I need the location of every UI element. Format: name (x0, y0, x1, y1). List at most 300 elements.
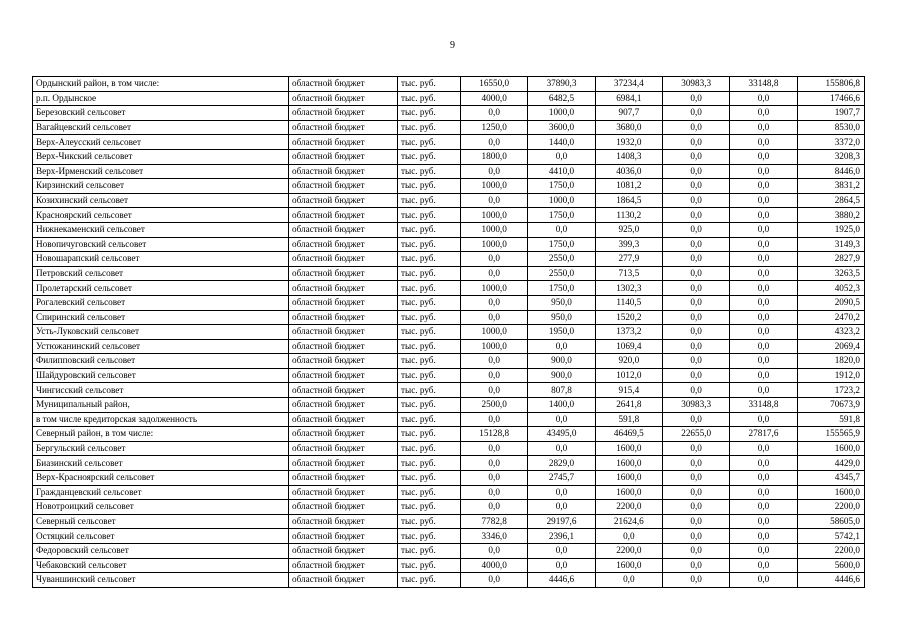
cell-unit: тыс. руб. (398, 164, 461, 179)
cell-unit: тыс. руб. (398, 398, 461, 413)
cell-value-4: 0,0 (662, 179, 729, 194)
cell-value-3: 277,9 (595, 252, 662, 267)
cell-total: 17466,6 (797, 91, 864, 106)
cell-funding-source: областной бюджет (289, 179, 398, 194)
cell-funding-source: областной бюджет (289, 412, 398, 427)
table-row (33, 252, 865, 267)
cell-value-5: 27817,6 (730, 427, 797, 442)
cell-total: 2200,0 (797, 544, 864, 559)
cell-unit: тыс. руб. (398, 106, 461, 121)
table-row (33, 164, 865, 179)
cell-value-5: 0,0 (730, 91, 797, 106)
cell-unit: тыс. руб. (398, 222, 461, 237)
cell-value-5: 0,0 (730, 354, 797, 369)
cell-value-4: 0,0 (662, 500, 729, 515)
cell-unit: тыс. руб. (398, 471, 461, 486)
cell-value-1: 0,0 (461, 135, 528, 150)
cell-value-4: 0,0 (662, 558, 729, 573)
cell-value-1: 1250,0 (461, 120, 528, 135)
cell-funding-source: областной бюджет (289, 222, 398, 237)
cell-value-2: 3600,0 (528, 120, 595, 135)
cell-value-2: 2829,0 (528, 456, 595, 471)
cell-row-name: Красноярский сельсовет (33, 208, 289, 223)
cell-unit: тыс. руб. (398, 149, 461, 164)
cell-value-1: 1800,0 (461, 149, 528, 164)
cell-value-2: 1440,0 (528, 135, 595, 150)
cell-value-1: 1000,0 (461, 325, 528, 340)
table-row (33, 339, 865, 354)
cell-value-2: 0,0 (528, 485, 595, 500)
cell-unit: тыс. руб. (398, 310, 461, 325)
cell-total: 8446,0 (797, 164, 864, 179)
cell-funding-source: областной бюджет (289, 281, 398, 296)
cell-value-3: 1600,0 (595, 558, 662, 573)
cell-value-3: 1932,0 (595, 135, 662, 150)
cell-unit: тыс. руб. (398, 237, 461, 252)
cell-value-1: 7782,8 (461, 514, 528, 529)
cell-value-3: 37234,4 (595, 77, 662, 92)
cell-value-3: 399,3 (595, 237, 662, 252)
cell-total: 4323,2 (797, 325, 864, 340)
cell-value-2: 0,0 (528, 222, 595, 237)
cell-row-name: Остяцкий сельсовет (33, 529, 289, 544)
cell-unit: тыс. руб. (398, 91, 461, 106)
cell-unit: тыс. руб. (398, 427, 461, 442)
cell-value-3: 1600,0 (595, 471, 662, 486)
cell-row-name: Бергульский сельсовет (33, 441, 289, 456)
cell-value-2: 950,0 (528, 295, 595, 310)
cell-value-4: 0,0 (662, 325, 729, 340)
cell-value-1: 15128,8 (461, 427, 528, 442)
table-row (33, 281, 865, 296)
cell-row-name: Верх-Красноярский сельсовет (33, 471, 289, 486)
cell-value-2: 1400,0 (528, 398, 595, 413)
cell-value-5: 0,0 (730, 193, 797, 208)
table-row (33, 266, 865, 281)
cell-value-5: 0,0 (730, 573, 797, 588)
table-row (33, 514, 865, 529)
cell-value-2: 900,0 (528, 368, 595, 383)
cell-total: 1925,0 (797, 222, 864, 237)
cell-value-3: 1302,3 (595, 281, 662, 296)
cell-unit: тыс. руб. (398, 368, 461, 383)
cell-value-3: 1408,3 (595, 149, 662, 164)
cell-value-2: 0,0 (528, 544, 595, 559)
table-row (33, 77, 865, 92)
cell-funding-source: областной бюджет (289, 164, 398, 179)
table-row (33, 544, 865, 559)
table-row (33, 222, 865, 237)
table-row (33, 106, 865, 121)
cell-total: 5742,1 (797, 529, 864, 544)
cell-value-4: 0,0 (662, 456, 729, 471)
cell-row-name: Нижнекаменский сельсовет (33, 222, 289, 237)
cell-total: 3208,3 (797, 149, 864, 164)
cell-total: 1912,0 (797, 368, 864, 383)
cell-value-1: 0,0 (461, 252, 528, 267)
cell-value-4: 0,0 (662, 120, 729, 135)
cell-value-4: 0,0 (662, 368, 729, 383)
cell-value-4: 0,0 (662, 193, 729, 208)
table-row (33, 485, 865, 500)
cell-value-2: 1750,0 (528, 237, 595, 252)
cell-value-3: 1140,5 (595, 295, 662, 310)
cell-value-4: 0,0 (662, 295, 729, 310)
cell-value-2: 0,0 (528, 558, 595, 573)
budget-table (32, 76, 865, 588)
cell-value-1: 2500,0 (461, 398, 528, 413)
cell-row-name: Чебаковский сельсовет (33, 558, 289, 573)
cell-value-1: 1000,0 (461, 222, 528, 237)
cell-row-name: Новотроицкий сельсовет (33, 500, 289, 515)
cell-value-2: 2550,0 (528, 252, 595, 267)
cell-value-4: 0,0 (662, 514, 729, 529)
cell-value-5: 0,0 (730, 120, 797, 135)
table-row (33, 193, 865, 208)
cell-value-2: 807,8 (528, 383, 595, 398)
cell-row-name: Кирзинский сельсовет (33, 179, 289, 194)
table-row (33, 91, 865, 106)
cell-funding-source: областной бюджет (289, 77, 398, 92)
cell-value-2: 1000,0 (528, 106, 595, 121)
cell-value-4: 0,0 (662, 354, 729, 369)
cell-row-name: Спиринский сельсовет (33, 310, 289, 325)
cell-row-name: Чингисский сельсовет (33, 383, 289, 398)
cell-row-name: Чуваншинский сельсовет (33, 573, 289, 588)
cell-value-2: 900,0 (528, 354, 595, 369)
cell-value-3: 1864,5 (595, 193, 662, 208)
cell-value-1: 0,0 (461, 573, 528, 588)
cell-value-2: 6482,5 (528, 91, 595, 106)
cell-total: 2200,0 (797, 500, 864, 515)
table-row (33, 383, 865, 398)
cell-value-2: 0,0 (528, 500, 595, 515)
cell-value-3: 2641,8 (595, 398, 662, 413)
cell-value-4: 0,0 (662, 529, 729, 544)
cell-total: 4345,7 (797, 471, 864, 486)
cell-funding-source: областной бюджет (289, 106, 398, 121)
cell-value-4: 0,0 (662, 237, 729, 252)
cell-value-1: 4000,0 (461, 558, 528, 573)
cell-value-5: 0,0 (730, 544, 797, 559)
cell-value-3: 591,8 (595, 412, 662, 427)
table-body (33, 77, 865, 588)
cell-funding-source: областной бюджет (289, 120, 398, 135)
cell-value-3: 925,0 (595, 222, 662, 237)
table-row (33, 237, 865, 252)
cell-total: 2069,4 (797, 339, 864, 354)
cell-funding-source: областной бюджет (289, 295, 398, 310)
cell-row-name: Верх-Ирменский сельсовет (33, 164, 289, 179)
cell-value-1: 0,0 (461, 500, 528, 515)
cell-total: 4446,6 (797, 573, 864, 588)
cell-unit: тыс. руб. (398, 295, 461, 310)
cell-row-name: Устюжанинский сельсовет (33, 339, 289, 354)
cell-value-1: 1000,0 (461, 208, 528, 223)
table-row (33, 471, 865, 486)
cell-total: 1600,0 (797, 485, 864, 500)
cell-funding-source: областной бюджет (289, 485, 398, 500)
table-row (33, 427, 865, 442)
table-row (33, 325, 865, 340)
cell-value-2: 0,0 (528, 412, 595, 427)
cell-value-5: 0,0 (730, 368, 797, 383)
table-row (33, 310, 865, 325)
table-row (33, 354, 865, 369)
cell-value-4: 0,0 (662, 544, 729, 559)
cell-value-1: 0,0 (461, 310, 528, 325)
cell-row-name: Гражданцевский сельсовет (33, 485, 289, 500)
cell-total: 1600,0 (797, 441, 864, 456)
cell-value-1: 0,0 (461, 295, 528, 310)
cell-value-5: 0,0 (730, 412, 797, 427)
cell-value-5: 33148,8 (730, 398, 797, 413)
cell-value-5: 0,0 (730, 135, 797, 150)
cell-funding-source: областной бюджет (289, 514, 398, 529)
cell-value-1: 0,0 (461, 106, 528, 121)
cell-value-4: 30983,3 (662, 398, 729, 413)
cell-value-1: 1000,0 (461, 237, 528, 252)
cell-value-2: 1950,0 (528, 325, 595, 340)
cell-value-2: 4446,6 (528, 573, 595, 588)
table-row (33, 529, 865, 544)
cell-value-2: 2396,1 (528, 529, 595, 544)
cell-value-5: 33148,8 (730, 77, 797, 92)
table-row (33, 135, 865, 150)
cell-funding-source: областной бюджет (289, 339, 398, 354)
cell-row-name: Верх-Чикский сельсовет (33, 149, 289, 164)
cell-total: 4052,3 (797, 281, 864, 296)
cell-value-1: 0,0 (461, 354, 528, 369)
cell-row-name: Усть-Луковский сельсовет (33, 325, 289, 340)
cell-unit: тыс. руб. (398, 456, 461, 471)
cell-funding-source: областной бюджет (289, 368, 398, 383)
cell-total: 4429,0 (797, 456, 864, 471)
cell-total: 3372,0 (797, 135, 864, 150)
cell-total: 2470,2 (797, 310, 864, 325)
table-row (33, 208, 865, 223)
table-row (33, 295, 865, 310)
cell-total: 58605,0 (797, 514, 864, 529)
cell-value-4: 0,0 (662, 266, 729, 281)
cell-value-2: 0,0 (528, 339, 595, 354)
cell-value-1: 16550,0 (461, 77, 528, 92)
cell-funding-source: областной бюджет (289, 310, 398, 325)
cell-unit: тыс. руб. (398, 500, 461, 515)
cell-unit: тыс. руб. (398, 441, 461, 456)
cell-value-3: 920,0 (595, 354, 662, 369)
cell-row-name: р.п. Ордынское (33, 91, 289, 106)
cell-value-2: 37890,3 (528, 77, 595, 92)
cell-value-5: 0,0 (730, 164, 797, 179)
cell-row-name: Верх-Алеусский сельсовет (33, 135, 289, 150)
cell-value-1: 1000,0 (461, 339, 528, 354)
cell-total: 155806,8 (797, 77, 864, 92)
cell-row-name: Муниципальный район, (33, 398, 289, 413)
cell-value-3: 46469,5 (595, 427, 662, 442)
cell-value-4: 0,0 (662, 485, 729, 500)
cell-value-2: 2550,0 (528, 266, 595, 281)
table-row (33, 456, 865, 471)
cell-unit: тыс. руб. (398, 412, 461, 427)
cell-row-name: в том числе кредиторская задолженность (33, 412, 289, 427)
cell-total: 3880,2 (797, 208, 864, 223)
cell-value-1: 0,0 (461, 544, 528, 559)
cell-value-3: 907,7 (595, 106, 662, 121)
cell-row-name: Новошарапский сельсовет (33, 252, 289, 267)
cell-unit: тыс. руб. (398, 485, 461, 500)
cell-value-3: 1012,0 (595, 368, 662, 383)
cell-unit: тыс. руб. (398, 529, 461, 544)
cell-value-3: 21624,6 (595, 514, 662, 529)
table-row (33, 500, 865, 515)
cell-unit: тыс. руб. (398, 120, 461, 135)
cell-unit: тыс. руб. (398, 354, 461, 369)
cell-total: 591,8 (797, 412, 864, 427)
cell-value-5: 0,0 (730, 106, 797, 121)
cell-funding-source: областной бюджет (289, 456, 398, 471)
cell-value-4: 22655,0 (662, 427, 729, 442)
cell-value-4: 0,0 (662, 164, 729, 179)
cell-value-3: 1081,2 (595, 179, 662, 194)
cell-value-4: 0,0 (662, 149, 729, 164)
cell-value-4: 0,0 (662, 339, 729, 354)
cell-value-1: 0,0 (461, 164, 528, 179)
cell-value-4: 0,0 (662, 412, 729, 427)
cell-value-1: 1000,0 (461, 281, 528, 296)
cell-value-1: 0,0 (461, 193, 528, 208)
cell-row-name: Новопичуговский сельсовет (33, 237, 289, 252)
cell-value-3: 1373,2 (595, 325, 662, 340)
cell-funding-source: областной бюджет (289, 193, 398, 208)
table-row (33, 149, 865, 164)
cell-row-name: Ордынский район, в том числе: (33, 77, 289, 92)
cell-unit: тыс. руб. (398, 573, 461, 588)
cell-value-5: 0,0 (730, 310, 797, 325)
cell-funding-source: областной бюджет (289, 91, 398, 106)
cell-value-4: 30983,3 (662, 77, 729, 92)
cell-unit: тыс. руб. (398, 179, 461, 194)
cell-total: 70673,9 (797, 398, 864, 413)
cell-value-3: 1069,4 (595, 339, 662, 354)
table-row (33, 120, 865, 135)
cell-value-4: 0,0 (662, 222, 729, 237)
cell-value-5: 0,0 (730, 485, 797, 500)
table-row (33, 573, 865, 588)
cell-unit: тыс. руб. (398, 135, 461, 150)
table-row (33, 179, 865, 194)
cell-funding-source: областной бюджет (289, 529, 398, 544)
cell-value-3: 1520,2 (595, 310, 662, 325)
cell-funding-source: областной бюджет (289, 252, 398, 267)
cell-total: 2827,9 (797, 252, 864, 267)
cell-value-5: 0,0 (730, 149, 797, 164)
cell-value-5: 0,0 (730, 281, 797, 296)
cell-row-name: Козихинский сельсовет (33, 193, 289, 208)
cell-value-5: 0,0 (730, 529, 797, 544)
cell-unit: тыс. руб. (398, 383, 461, 398)
cell-total: 5600,0 (797, 558, 864, 573)
cell-value-1: 0,0 (461, 383, 528, 398)
cell-value-2: 43495,0 (528, 427, 595, 442)
cell-value-3: 1130,2 (595, 208, 662, 223)
cell-value-3: 2200,0 (595, 500, 662, 515)
cell-row-name: Шайдуровский сельсовет (33, 368, 289, 383)
cell-value-1: 3346,0 (461, 529, 528, 544)
cell-value-5: 0,0 (730, 383, 797, 398)
cell-unit: тыс. руб. (398, 77, 461, 92)
cell-value-5: 0,0 (730, 441, 797, 456)
cell-row-name: Филипповский сельсовет (33, 354, 289, 369)
cell-value-1: 0,0 (461, 368, 528, 383)
cell-funding-source: областной бюджет (289, 208, 398, 223)
cell-unit: тыс. руб. (398, 208, 461, 223)
cell-value-1: 0,0 (461, 441, 528, 456)
cell-value-3: 915,4 (595, 383, 662, 398)
cell-value-2: 29197,6 (528, 514, 595, 529)
cell-value-5: 0,0 (730, 471, 797, 486)
cell-funding-source: областной бюджет (289, 398, 398, 413)
cell-value-4: 0,0 (662, 573, 729, 588)
cell-value-5: 0,0 (730, 237, 797, 252)
cell-value-2: 1750,0 (528, 208, 595, 223)
cell-unit: тыс. руб. (398, 325, 461, 340)
cell-unit: тыс. руб. (398, 193, 461, 208)
table-row (33, 398, 865, 413)
cell-funding-source: областной бюджет (289, 427, 398, 442)
cell-value-5: 0,0 (730, 208, 797, 223)
cell-value-4: 0,0 (662, 208, 729, 223)
cell-funding-source: областной бюджет (289, 500, 398, 515)
cell-value-2: 0,0 (528, 441, 595, 456)
cell-row-name: Федоровский сельсовет (33, 544, 289, 559)
table-row (33, 368, 865, 383)
cell-row-name: Петровский сельсовет (33, 266, 289, 281)
cell-funding-source: областной бюджет (289, 471, 398, 486)
cell-value-5: 0,0 (730, 456, 797, 471)
table-row (33, 558, 865, 573)
cell-total: 155565,9 (797, 427, 864, 442)
cell-row-name: Рогалевский сельсовет (33, 295, 289, 310)
cell-value-3: 0,0 (595, 573, 662, 588)
cell-value-1: 0,0 (461, 266, 528, 281)
cell-value-3: 3680,0 (595, 120, 662, 135)
cell-total: 1820,0 (797, 354, 864, 369)
cell-total: 2864,5 (797, 193, 864, 208)
cell-unit: тыс. руб. (398, 544, 461, 559)
cell-value-2: 1750,0 (528, 179, 595, 194)
cell-total: 3149,3 (797, 237, 864, 252)
cell-row-name: Северный район, в том числе: (33, 427, 289, 442)
cell-funding-source: областной бюджет (289, 544, 398, 559)
cell-unit: тыс. руб. (398, 558, 461, 573)
cell-value-2: 4410,0 (528, 164, 595, 179)
cell-value-5: 0,0 (730, 266, 797, 281)
cell-value-4: 0,0 (662, 441, 729, 456)
page-number: 9 (450, 40, 455, 51)
cell-value-5: 0,0 (730, 325, 797, 340)
cell-total: 8530,0 (797, 120, 864, 135)
cell-value-3: 1600,0 (595, 456, 662, 471)
cell-total: 3831,2 (797, 179, 864, 194)
cell-funding-source: областной бюджет (289, 237, 398, 252)
cell-value-5: 0,0 (730, 295, 797, 310)
cell-value-5: 0,0 (730, 252, 797, 267)
cell-row-name: Вагайцевский сельсовет (33, 120, 289, 135)
cell-funding-source: областной бюджет (289, 573, 398, 588)
cell-value-3: 713,5 (595, 266, 662, 281)
cell-value-1: 0,0 (461, 471, 528, 486)
